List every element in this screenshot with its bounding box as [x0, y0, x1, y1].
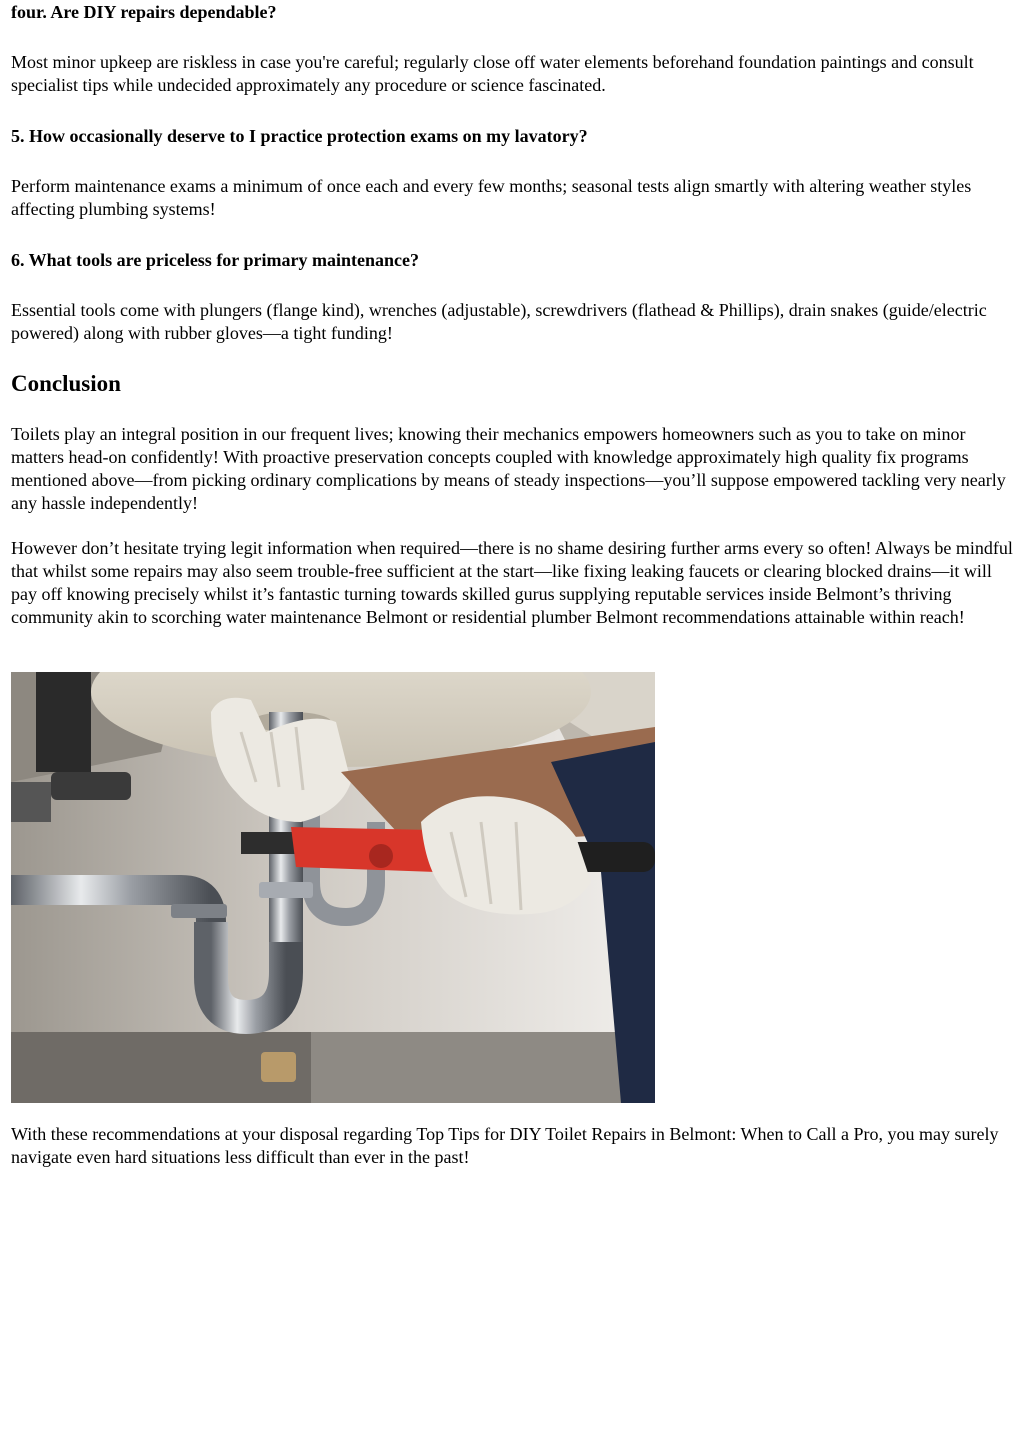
conclusion-heading: Conclusion	[11, 371, 121, 396]
plumber-sink-photo	[11, 672, 655, 1103]
faq-answer-4: Most minor upkeep are riskless in case you're careful; regularly close off water elements beforehand foundation paintings and consult specialist tips while undecided approximately any procedure or science fascinated.	[11, 52, 974, 95]
conclusion-paragraph: Toilets play an integral position in our frequent lives; knowing their mechanics empowers homeowners such as you to take on minor matters head-on confidently! With proactive preservation concepts coupled with knowledge approximately high quality fix programs mentioned above—from picking ordinary complications by means of steady inspections—you’ll suppose empowered tackling very nearly any hassle independently!	[11, 424, 1006, 513]
closing-paragraph: With these recommendations at your disposal regarding Top Tips for DIY Toilet Repairs in Belmont: When to Call a Pro, you may surely navigate even hard situations less difficult than ever in the past!	[11, 1124, 999, 1167]
faq-question-6: 6. What tools are priceless for primary maintenance?	[11, 250, 419, 270]
faq-answer-6: Essential tools come with plungers (flange kind), wrenches (adjustable), screwdrivers (flathead & Phillips), drain snakes (guide/electric powered) along with rubber gloves—a tight funding!	[11, 300, 987, 343]
faq-answer-5: Perform maintenance exams a minimum of once each and every few months; seasonal tests align smartly with altering weather styles affecting plumbing systems!	[11, 176, 972, 219]
faq-question-5: 5. How occasionally deserve to I practice protection exams on my lavatory?	[11, 126, 588, 146]
faq-question-4: four. Are DIY repairs dependable?	[11, 2, 277, 22]
conclusion-paragraph: However don’t hesitate trying legit information when required—there is no shame desiring further arms every so often! Always be mindful that whilst some repairs may also seem trouble-free sufficient at the start—like fixing leaking faucets or clearing blocked drains—it will pay off knowing precisely whilst it’s fantastic turning towards skilled gurus supplying reputable services inside Belmont’s thriving community akin to scorching water maintenance Belmont or residential plumber Belmont recommendations attainable within reach!	[11, 538, 1013, 627]
